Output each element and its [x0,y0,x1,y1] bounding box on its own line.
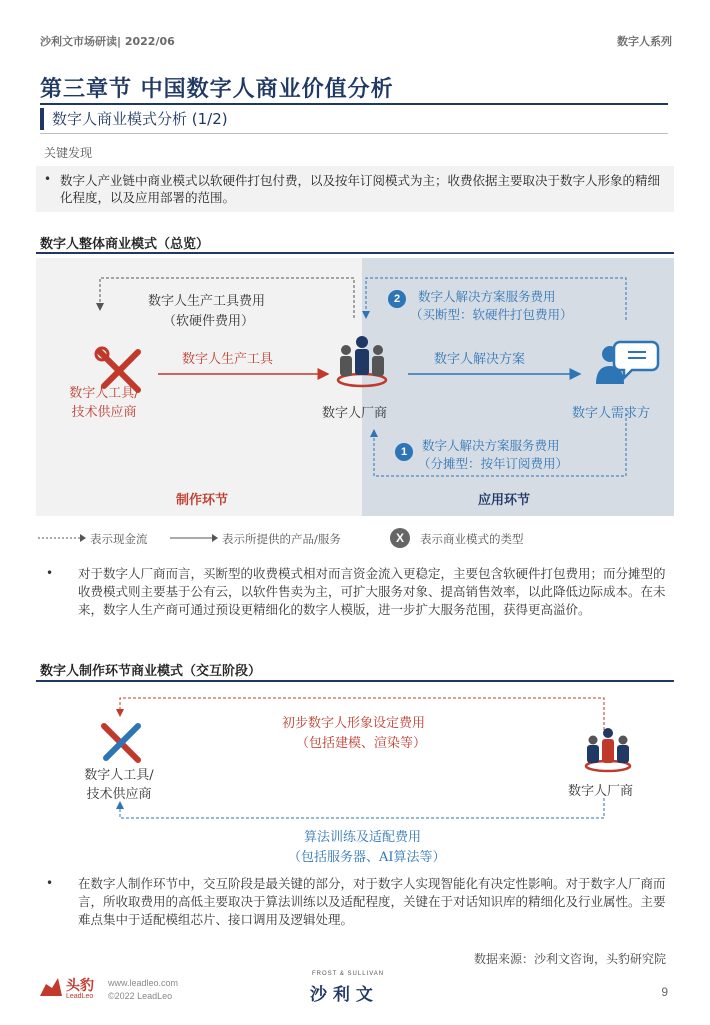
leadleo-logo-sub: LeadLeo [66,993,94,1000]
service-fee-1-line1: 数字人解决方案服务费用 [422,438,560,453]
tools-icon [104,726,138,760]
vendor-label: 数字人厂商 [568,784,634,799]
footer-site: www.leadleo.com [108,978,179,988]
vendor-people-icon [586,728,630,771]
legend-product: 表示所提供的产品/服务 [222,532,341,546]
supplier-label-2: 技术供应商 [71,405,137,420]
bottom-fee-line2: （包括服务器、AI算法等） [288,850,446,865]
subtitle-underline [40,133,668,134]
bullet-icon: • [44,172,52,186]
service-fee-2-line1: 数字人解决方案服务费用 [418,289,556,304]
section1-underline [36,252,674,254]
application-stage-label: 应用环节 [478,493,531,508]
section2-underline [36,680,674,682]
fee-top-line1: 数字人生产工具费用 [148,294,266,309]
solution-label: 数字人解决方案 [434,352,526,367]
vendor-label: 数字人厂商 [322,406,388,421]
fee-top-line2: （软硬件费用） [163,314,255,329]
leadleo-logo-icon [38,976,64,998]
type-marker-icon: X [390,528,410,548]
solid-arrow-icon [170,532,220,544]
bullet-icon: • [46,566,54,580]
leadleo-logo-text: 头豹 [66,978,94,994]
dotted-arrow-icon [38,532,88,544]
top-fee-line1: 初步数字人形象设定费用 [282,716,426,731]
demand-person-icon [596,342,658,384]
frost-sullivan-text: FROST & SULLIVAN [312,971,385,977]
sullivan-logo-text: 沙 利 文 [310,985,373,1005]
bullet-icon: • [46,876,54,890]
demand-label: 数字人需求方 [572,406,651,421]
supplier-label-2: 技术供应商 [86,787,152,802]
vendor-people-icon [338,336,386,386]
badge-2: 2 [388,290,406,308]
bottom-fee-line1: 算法训练及适配费用 [304,830,422,845]
key-findings-text: 数字人产业链中商业模式以软硬件打包付费，以及按年订阅模式为主；收费依据主要取决于数字人形象的精细化程度，以及应用部署的范围。 [60,173,661,205]
header-right: 数字人系列 [617,35,672,48]
section2-paragraph: 在数字人制作环节中，交互阶段是最关键的部分，对于数字人实现智能化有决定性影响。对于数字人厂商而言，所收取费用的高低主要取决于算法训练以及适配程度，关键在于对话知识库的精细化及行业属性。主要难点集中于适配模组芯片、接口调用及逻辑处理。 [78,876,666,927]
section1-title: 数字人整体商业模式（总览） [40,237,210,252]
production-stage-label: 制作环节 [176,493,229,508]
subtitle-bar [40,108,44,130]
supplier-label-1: 数字人工具/ [84,768,154,783]
chapter-title: 第三章节 中国数字人商业价值分析 [40,76,394,102]
subtitle: 数字人商业模式分析 (1/2) [52,110,228,128]
footer-copyright: ©2022 LeadLeo [108,991,173,1001]
supplier-label-1: 数字人工具/ [69,386,139,401]
service-fee-1-line2: （分摊型：按年订阅费用） [418,456,569,471]
page-number: 9 [661,985,668,999]
production-tool-label: 数字人生产工具 [182,352,274,367]
data-source: 数据来源：沙利文咨询，头豹研究院 [473,952,666,966]
legend-cash: 表示现金流 [90,532,148,546]
chapter-underline [40,103,668,105]
section1-paragraph: 对于数字人厂商而言，买断型的收费模式相对而言资金流入更稳定，主要包含软硬件打包费用；而分摊型的收费模式则主要基于公有云，以软件售卖为主，可扩大服务对象、提高销售效率，以此降低边际成本。在未来，数字人生产商可通过预设更精细化的数字人模版，进一步扩大服务范围，获得更高溢价。 [78,566,666,617]
key-findings-label: 关键发现 [44,146,93,160]
service-fee-2-line2: （买断型：软硬件打包费用） [410,307,573,322]
section2-title: 数字人制作环节商业模式（交互阶段） [40,664,262,679]
header-left: 沙利文市场研读| 2022/06 [40,35,175,48]
top-fee-line2: （包括建模、渲染等） [296,736,427,751]
legend-type: 表示商业模式的类型 [420,532,524,546]
badge-1: 1 [395,443,413,461]
